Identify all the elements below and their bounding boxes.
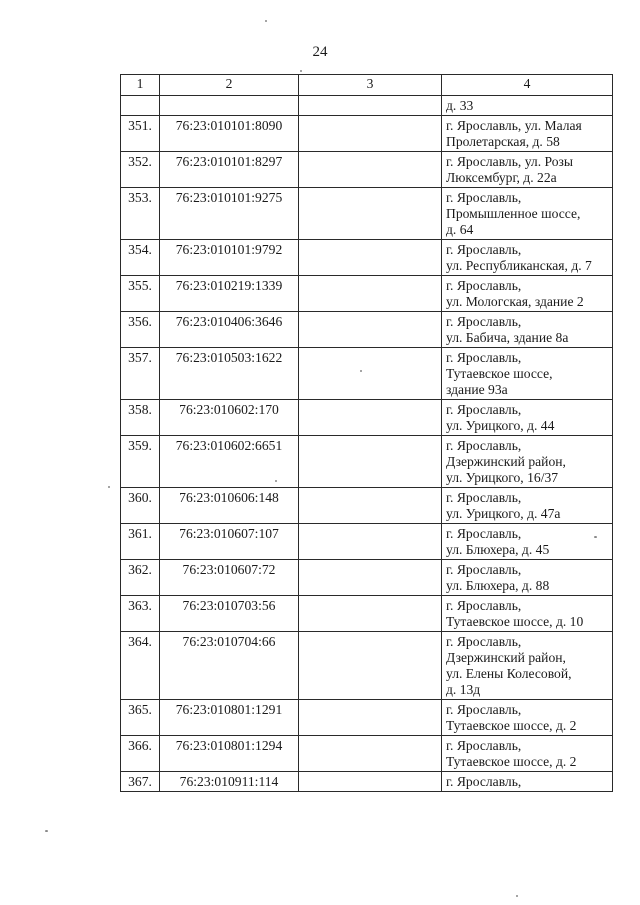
scan-speck [275, 480, 277, 482]
cadastral-number: 76:23:010801:1294 [160, 736, 299, 772]
row-number: 353. [121, 188, 160, 240]
table-row [121, 348, 613, 400]
address-cell [442, 152, 613, 188]
table-row [121, 152, 613, 188]
address-cell [442, 772, 613, 792]
address-line: г. Ярославль, [446, 402, 522, 417]
scan-speck [594, 536, 597, 538]
address-cell [442, 116, 613, 152]
cadastral-number: 76:23:010602:6651 [160, 436, 299, 488]
column-header-3: 3 [299, 75, 442, 96]
cadastral-number: 76:23:010101:8090 [160, 116, 299, 152]
address-cell [442, 560, 613, 596]
address-line: г. Ярославль, ул. Розы [446, 154, 574, 169]
address-cell [442, 188, 613, 240]
address-line: г. Ярославль, [446, 438, 522, 453]
scan-speck [360, 370, 362, 372]
row-number: 360. [121, 488, 160, 524]
address-line: ул. Урицкого, д. 47а [446, 506, 561, 521]
column-3-cell [299, 312, 442, 348]
row-number: 361. [121, 524, 160, 560]
address-cell [442, 240, 613, 276]
address-line: г. Ярославль, [446, 278, 522, 293]
address-line: Дзержинский район, [446, 454, 566, 469]
scan-speck [108, 486, 110, 488]
column-3-cell [299, 736, 442, 772]
row-number: 363. [121, 596, 160, 632]
column-3-cell [299, 240, 442, 276]
scan-speck [300, 70, 302, 72]
address-line: Пролетарская, д. 58 [446, 134, 560, 149]
address-line: ул. Елены Колесовой, [446, 666, 572, 681]
table-row [121, 488, 613, 524]
address-line: ул. Блюхера, д. 88 [446, 578, 550, 593]
column-3-cell [299, 632, 442, 700]
address-line: ул. Урицкого, 16/37 [446, 470, 559, 485]
address-line: Тутаевское шоссе, д. 2 [446, 754, 577, 769]
address-cell [442, 400, 613, 436]
property-table [120, 74, 613, 792]
address-line: г. Ярославль, [446, 562, 522, 577]
address-line: Тутаевское шоссе, д. 10 [446, 614, 584, 629]
column-3-cell [299, 152, 442, 188]
column-header-4: 4 [442, 75, 613, 96]
column-header-2: 2 [160, 75, 299, 96]
scan-speck [516, 895, 518, 897]
scan-speck [45, 830, 48, 832]
address-cell [442, 348, 613, 400]
cadastral-number: 76:23:010606:148 [160, 488, 299, 524]
address-line: Тутаевское шоссе, д. 2 [446, 718, 577, 733]
address-line: г. Ярославль, ул. Малая [446, 118, 582, 133]
table-row [121, 596, 613, 632]
table-row [121, 736, 613, 772]
row-number: 357. [121, 348, 160, 400]
cadastral-number: 76:23:010911:114 [160, 772, 299, 792]
cadastral-number: 76:23:010219:1339 [160, 276, 299, 312]
column-3-cell [299, 488, 442, 524]
column-3-cell [299, 348, 442, 400]
table-row [121, 700, 613, 736]
table-row [121, 560, 613, 596]
cadastral-number: 76:23:010602:170 [160, 400, 299, 436]
row-number: 362. [121, 560, 160, 596]
address-cell [442, 736, 613, 772]
cadastral-number: 76:23:010607:107 [160, 524, 299, 560]
address-line: Тутаевское шоссе, [446, 366, 553, 381]
address-line: д. 33 [446, 98, 474, 113]
address-cell [442, 488, 613, 524]
address-line: г. Ярославль, [446, 598, 522, 613]
table-row [121, 524, 613, 560]
address-line: г. Ярославль, [446, 526, 522, 541]
column-3-cell [299, 96, 442, 116]
table-row [121, 436, 613, 488]
table-row [121, 188, 613, 240]
address-line: ул. Бабича, здание 8а [446, 330, 569, 345]
column-3-cell [299, 700, 442, 736]
address-cell [442, 700, 613, 736]
row-number: 358. [121, 400, 160, 436]
column-3-cell [299, 596, 442, 632]
address-line: д. 64 [446, 222, 474, 237]
row-number: 354. [121, 240, 160, 276]
row-number: 355. [121, 276, 160, 312]
address-line: г. Ярославль, [446, 190, 522, 205]
row-number: 366. [121, 736, 160, 772]
scan-speck [265, 20, 267, 22]
address-cell [442, 96, 613, 116]
cadastral-number: 76:23:010607:72 [160, 560, 299, 596]
column-header-1: 1 [121, 75, 160, 96]
table-row [121, 276, 613, 312]
address-line: Промышленное шоссе, [446, 206, 581, 221]
cadastral-number: 76:23:010503:1622 [160, 348, 299, 400]
address-line: г. Ярославль, [446, 634, 522, 649]
table-row [121, 772, 613, 792]
row-number: 351. [121, 116, 160, 152]
column-3-cell [299, 400, 442, 436]
address-cell [442, 436, 613, 488]
column-3-cell [299, 116, 442, 152]
cadastral-number: 76:23:010801:1291 [160, 700, 299, 736]
row-number: 356. [121, 312, 160, 348]
cadastral-number: 76:23:010704:66 [160, 632, 299, 700]
row-number: 359. [121, 436, 160, 488]
row-number: 365. [121, 700, 160, 736]
row-number: 364. [121, 632, 160, 700]
header-row [121, 75, 613, 96]
address-cell [442, 596, 613, 632]
address-cell [442, 276, 613, 312]
column-3-cell [299, 436, 442, 488]
table-header [121, 75, 613, 96]
column-3-cell [299, 276, 442, 312]
cadastral-number: 76:23:010406:3646 [160, 312, 299, 348]
column-3-cell [299, 188, 442, 240]
address-line: ул. Мологская, здание 2 [446, 294, 584, 309]
cadastral-number: 76:23:010703:56 [160, 596, 299, 632]
row-number [121, 96, 160, 116]
column-3-cell [299, 524, 442, 560]
page-number: 24 [312, 44, 328, 60]
address-cell [442, 312, 613, 348]
row-number: 367. [121, 772, 160, 792]
row-number: 352. [121, 152, 160, 188]
cadastral-number: 76:23:010101:9792 [160, 240, 299, 276]
column-3-cell [299, 772, 442, 792]
column-3-cell [299, 560, 442, 596]
address-line: г. Ярославль, [446, 774, 522, 789]
address-line: г. Ярославль, [446, 242, 522, 257]
cadastral-number [160, 96, 299, 116]
table-body [121, 96, 613, 792]
address-line: Люксембург, д. 22а [446, 170, 557, 185]
address-line: г. Ярославль, [446, 702, 522, 717]
address-line: ул. Урицкого, д. 44 [446, 418, 555, 433]
address-line: ул. Блюхера, д. 45 [446, 542, 550, 557]
table-row [121, 400, 613, 436]
address-line: здание 93а [446, 382, 508, 397]
address-line: Дзержинский район, [446, 650, 566, 665]
table-row [121, 632, 613, 700]
address-line: г. Ярославль, [446, 350, 522, 365]
cadastral-number: 76:23:010101:8297 [160, 152, 299, 188]
address-line: г. Ярославль, [446, 314, 522, 329]
address-cell [442, 632, 613, 700]
table-row [121, 312, 613, 348]
address-line: г. Ярославль, [446, 490, 522, 505]
table-row [121, 240, 613, 276]
address-line: д. 13д [446, 682, 481, 697]
table-row [121, 96, 613, 116]
table-row [121, 116, 613, 152]
address-line: ул. Республиканская, д. 7 [446, 258, 592, 273]
address-cell [442, 524, 613, 560]
cadastral-number: 76:23:010101:9275 [160, 188, 299, 240]
address-line: г. Ярославль, [446, 738, 522, 753]
